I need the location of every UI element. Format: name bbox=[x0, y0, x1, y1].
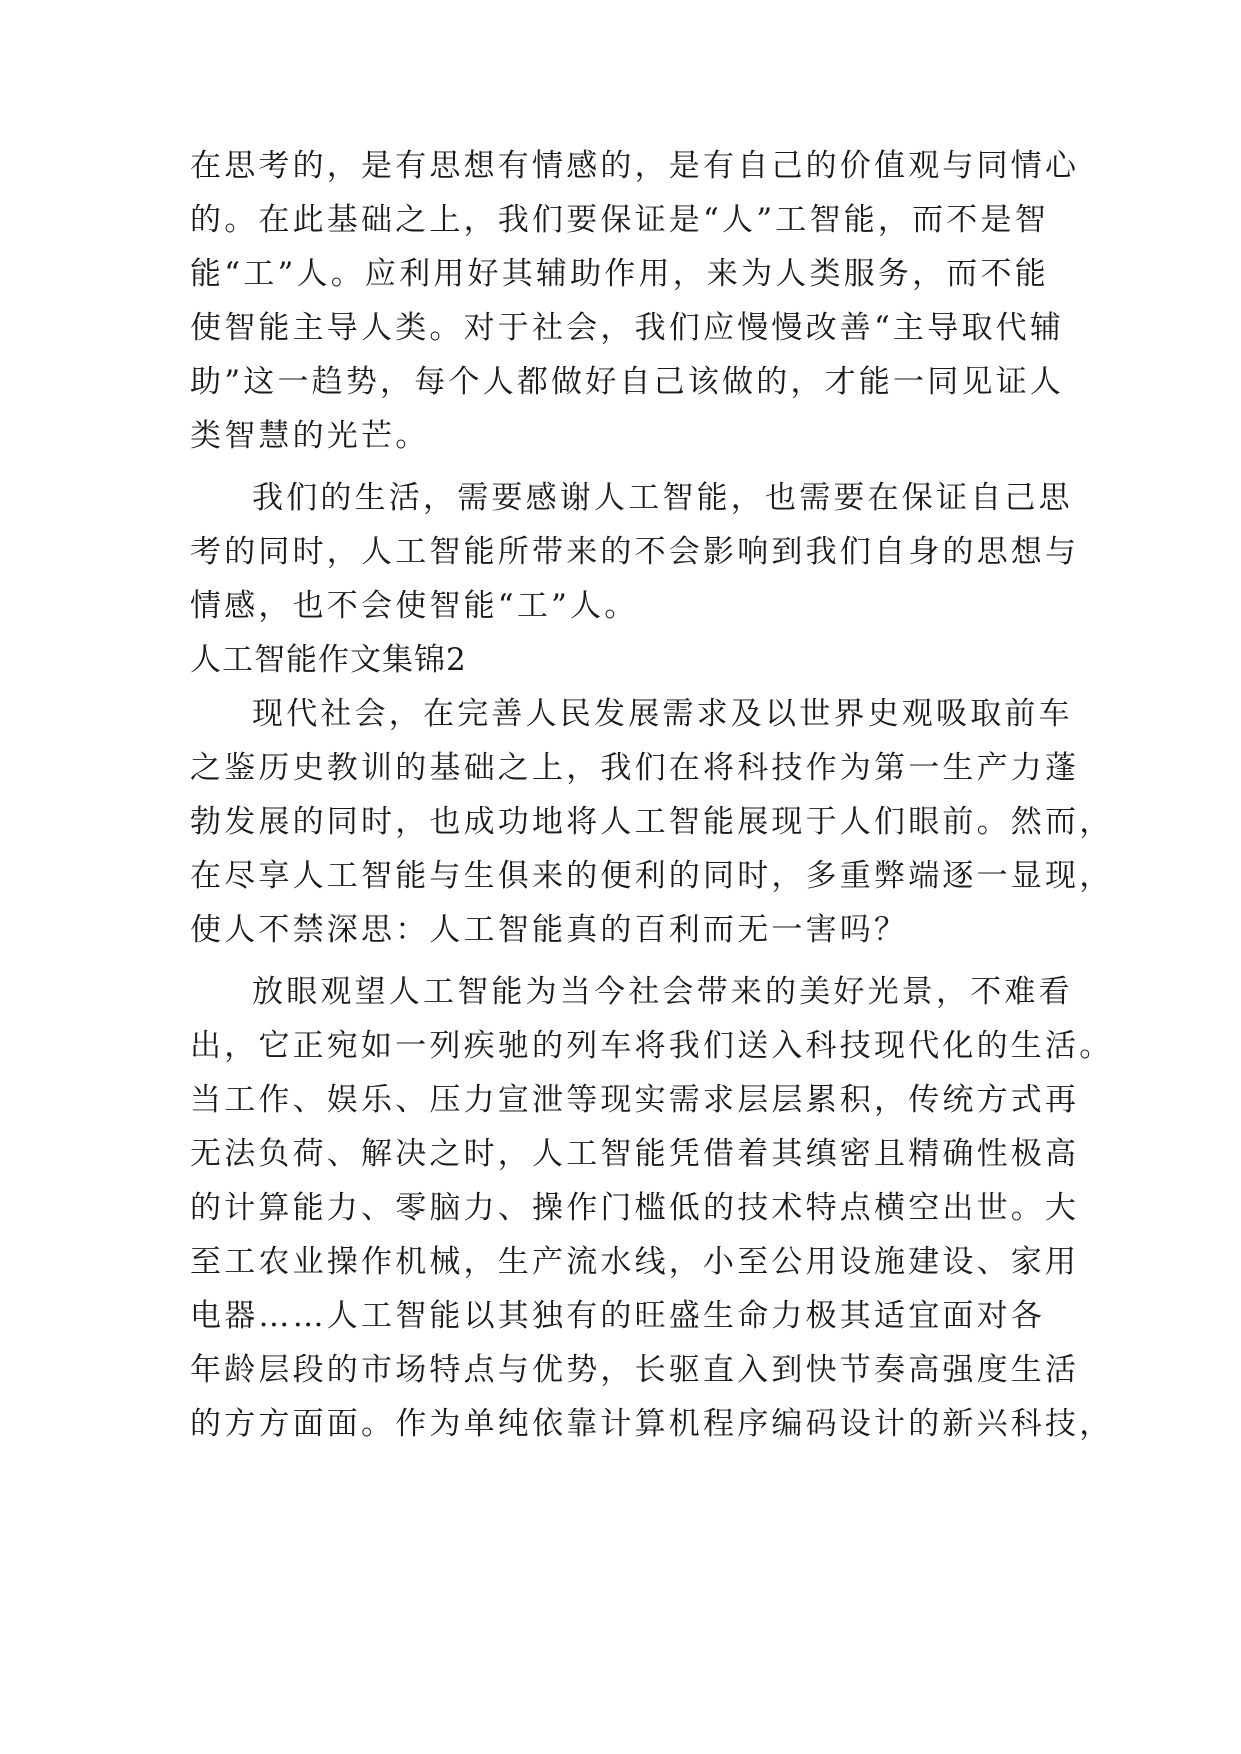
text-line: 考的同时，人工智能所带来的不会影响到我们自身的思想与 bbox=[190, 534, 1080, 570]
text-line: 无法负荷、解决之时，人工智能凭借着其缜密且精确性极高 bbox=[190, 1136, 1080, 1172]
text-line: 之鉴历史教训的基础之上，我们在将科技作为第一生产力蓬 bbox=[190, 750, 1080, 786]
text-line: 类智慧的光芒。 bbox=[190, 418, 430, 454]
text-line: 使人不禁深思：人工智能真的百利而无一害吗？ bbox=[190, 912, 909, 948]
text-line: 现代社会，在完善人民发展需求及以世界史观吸取前车 bbox=[252, 696, 1073, 732]
text-line: 的计算能力、零脑力、操作门槛低的技术特点横空出世。大 bbox=[190, 1190, 1080, 1226]
section-heading: 人工智能作文集锦2 bbox=[190, 642, 467, 678]
text-line: 在尽享人工智能与生俱来的便利的同时，多重弊端逐一显现， bbox=[190, 858, 1114, 894]
text-line: 至工农业操作机械，生产流水线，小至公用设施建设、家用 bbox=[190, 1244, 1080, 1280]
text-line: 的。在此基础之上，我们要保证是“人”工智能，而不是智 bbox=[190, 202, 1049, 238]
text-line: 出，它正宛如一列疾驰的列车将我们送入科技现代化的生活。 bbox=[190, 1028, 1114, 1064]
text-line: 情感，也不会使智能“工”人。 bbox=[190, 588, 639, 624]
text-line: 当工作、娱乐、压力宣泄等现实需求层层累积，传统方式再 bbox=[190, 1082, 1080, 1118]
text-line: 放眼观望人工智能为当今社会带来的美好光景，不难看 bbox=[252, 974, 1073, 1010]
text-line: 年龄层段的市场特点与优势，长驱直入到快节奏高强度生活 bbox=[190, 1352, 1080, 1388]
text-line: 使智能主导人类。对于社会，我们应慢慢改善“主导取代辅 bbox=[190, 310, 1065, 346]
text-line: 助”这一趋势，每个人都做好自己该做的，才能一同见证人 bbox=[190, 364, 1065, 400]
text-line: 在思考的，是有思想有情感的，是有自己的价值观与同情心 bbox=[190, 148, 1080, 184]
text-line: 能“工”人。应利用好其辅助作用，来为人类服务，而不能 bbox=[190, 256, 1049, 292]
text-line: 的方方面面。作为单纯依靠计算机程序编码设计的新兴科技， bbox=[190, 1406, 1114, 1442]
text-line: 电器……人工智能以其独有的旺盛生命力极其适宜面对各 bbox=[190, 1298, 1045, 1334]
text-line: 勃发展的同时，也成功地将人工智能展现于人们眼前。然而， bbox=[190, 804, 1114, 840]
text-line: 我们的生活，需要感谢人工智能，也需要在保证自己思 bbox=[252, 480, 1073, 516]
